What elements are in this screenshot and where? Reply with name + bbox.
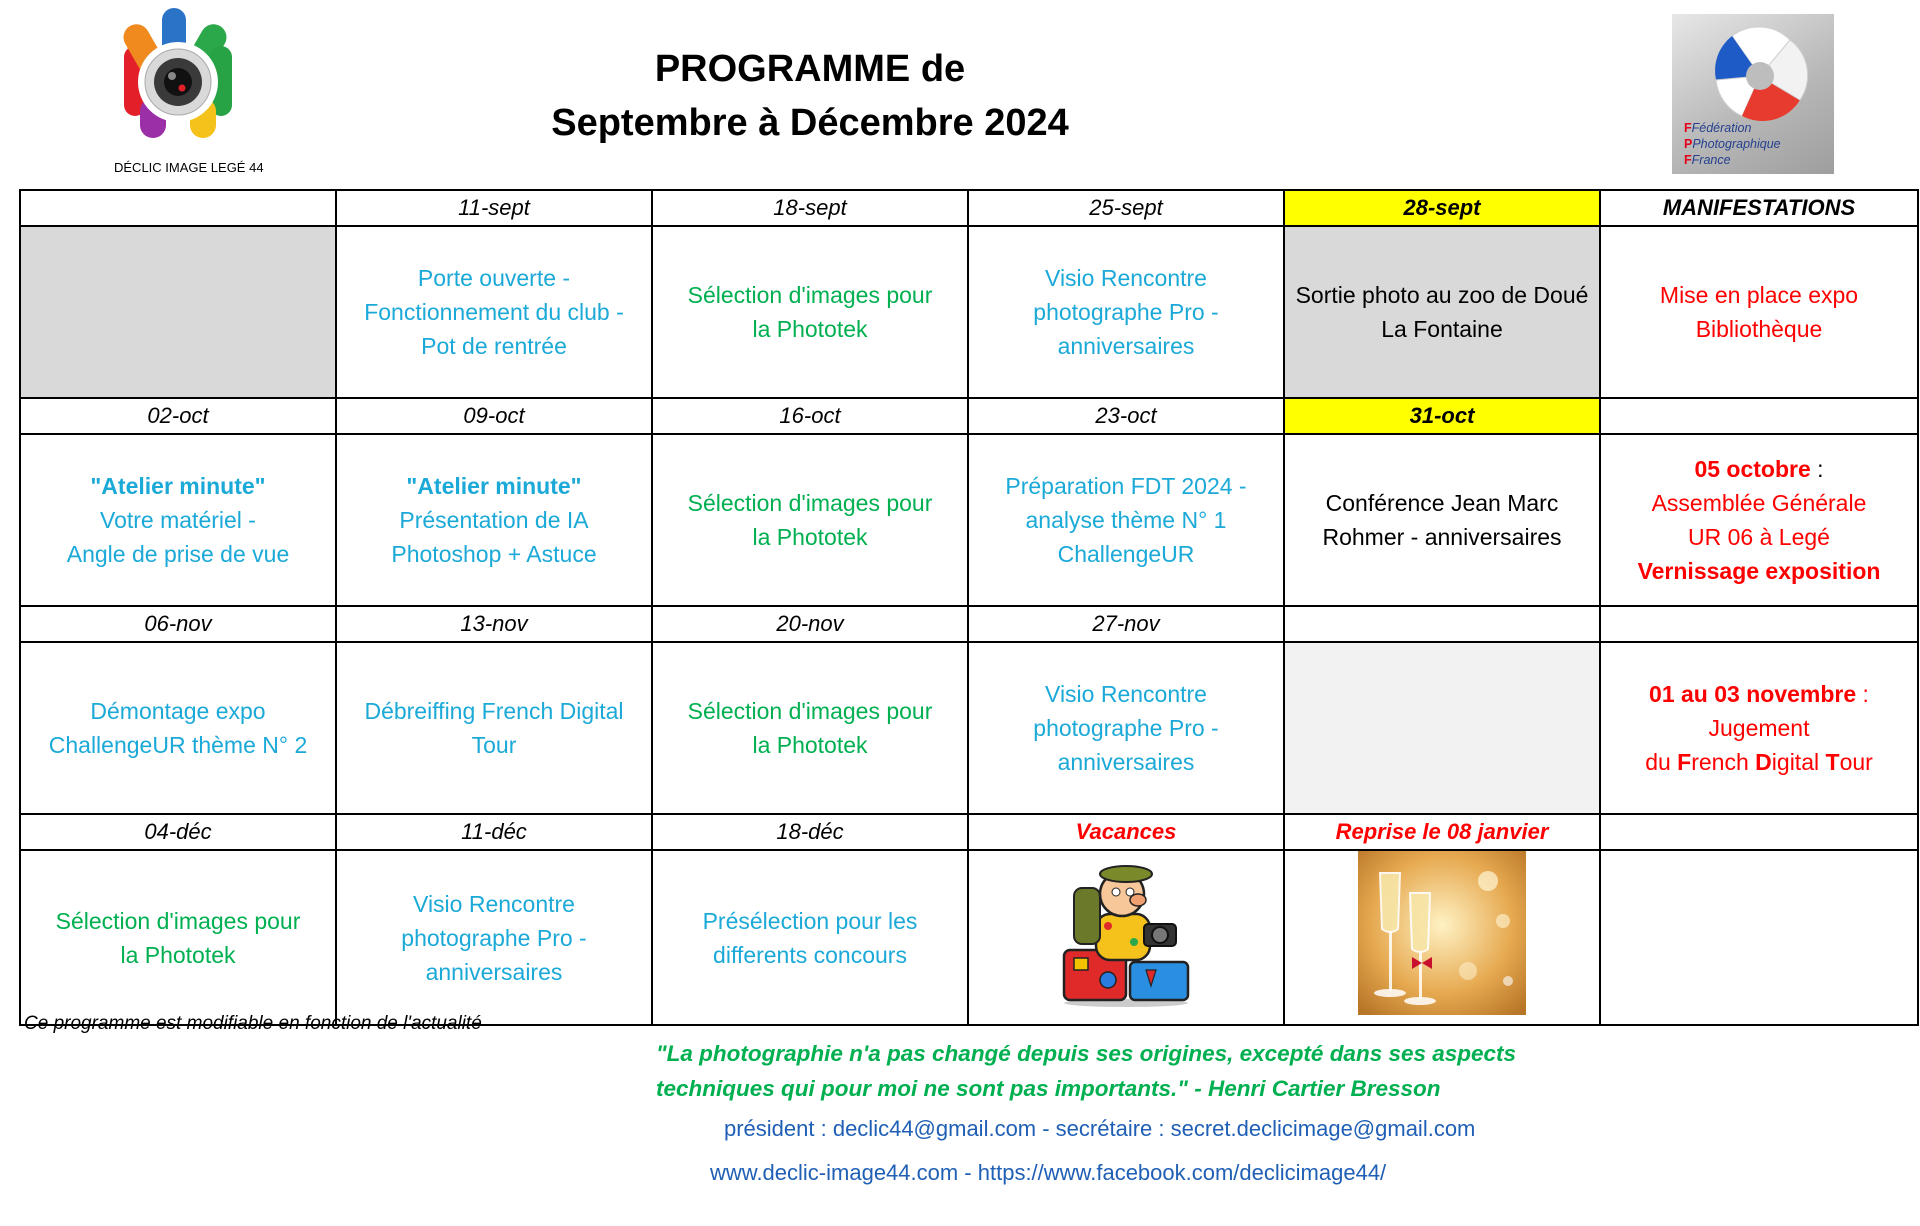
event-text: ChallengeUR thème N° 2	[48, 732, 308, 758]
manifestation-cell	[1600, 226, 1918, 398]
event-text: Tour	[471, 732, 517, 758]
date-cell: 16-oct	[652, 398, 968, 434]
date-cell: 18-déc	[652, 814, 968, 850]
event-text: Visio Rencontre	[1045, 265, 1207, 291]
date-cell	[1600, 606, 1918, 642]
event-text: la Phototek	[752, 524, 868, 550]
event-text: differents concours	[713, 941, 907, 968]
date-cell: 02-oct	[20, 398, 336, 434]
contact-links[interactable]: www.declic-image44.com - https://www.facebook.com/declicimage44/	[710, 1160, 1387, 1185]
contact-emails[interactable]: président : declic44@gmail.com - secrétaire : secret.declicimage@gmail.com	[724, 1116, 1476, 1141]
event-cell	[652, 226, 968, 398]
event-cell	[652, 434, 968, 606]
event-text: du	[1645, 749, 1678, 775]
event-text: Angle de prise de vue	[66, 541, 290, 567]
event-text: Votre matériel -	[100, 507, 256, 533]
program-note: Ce programme est modifiable en fonction de l'actualité	[24, 1013, 482, 1034]
event-text: Assemblée Générale	[1651, 490, 1867, 516]
event-text: anniversaires	[1057, 333, 1195, 359]
federation-logo	[1672, 14, 1834, 174]
date-cell: 13-nov	[336, 606, 652, 642]
event-text: Rohmer - anniversaires	[1322, 524, 1562, 550]
date-cell-highlight: 28-sept	[1284, 190, 1600, 226]
manifestation-cell	[1600, 642, 1918, 814]
event-text: Démontage expo	[90, 698, 266, 724]
event-title: "Atelier minute"	[406, 473, 582, 499]
empty-cell	[1600, 850, 1918, 1025]
quote	[656, 1036, 1516, 1106]
federation-line-1: Fédération	[1691, 121, 1752, 135]
quote-line-1: "La photographie n'a pas changé depuis ses origines, excepté dans ses aspects	[656, 1041, 1517, 1066]
date-row-november	[20, 606, 1918, 642]
event-row-october	[20, 434, 1918, 606]
date-cell	[1284, 606, 1600, 642]
date-cell: 20-nov	[652, 606, 968, 642]
event-text: Photoshop + Astuce	[391, 541, 597, 567]
event-text: Préparation FDT 2024 -	[1005, 473, 1247, 499]
event-text: Présentation de IA	[399, 507, 589, 533]
event-text: ChallengeUR	[1057, 541, 1195, 567]
event-text: Sortie photo au zoo de Doué	[1295, 282, 1589, 308]
date-cell: 25-sept	[968, 190, 1284, 226]
event-cell	[336, 434, 652, 606]
date-cell: 27-nov	[968, 606, 1284, 642]
tourist-photographer-icon	[1056, 858, 1196, 1008]
empty-cell	[20, 226, 336, 398]
event-text: photographe Pro -	[401, 924, 587, 951]
event-text: Débreiffing French Digital	[364, 698, 624, 724]
federation-name: FFédération PPhotographique FFrance	[1684, 121, 1781, 167]
event-text: Pot de rentrée	[421, 333, 567, 359]
federation-line-2: Photographique	[1692, 137, 1781, 151]
date-cell	[1600, 814, 1918, 850]
event-cell	[20, 642, 336, 814]
event-text: Conférence Jean Marc	[1325, 490, 1559, 516]
event-text: UR 06 à Legé	[1688, 524, 1830, 550]
event-cell	[336, 850, 652, 1025]
title-line-1: PROGRAMME de	[654, 48, 966, 90]
event-text: our	[1839, 749, 1873, 775]
title-line-2: Septembre à Décembre 2024	[551, 102, 1069, 144]
page-title	[500, 42, 1120, 150]
event-text: : Jugement	[1708, 681, 1869, 741]
club-logo	[114, 6, 264, 176]
event-letter: T	[1825, 749, 1840, 775]
date-cell: 06-nov	[20, 606, 336, 642]
event-text: Visio Rencontre	[1045, 681, 1207, 707]
event-text: la Phototek	[752, 732, 868, 758]
event-text: anniversaires	[425, 958, 563, 985]
event-date: 01 au 03 novembre	[1649, 681, 1857, 707]
date-cell: 18-sept	[652, 190, 968, 226]
event-text: Bibliothèque	[1695, 316, 1823, 342]
event-cell	[968, 434, 1284, 606]
event-text: rench	[1691, 749, 1756, 775]
event-cell	[336, 226, 652, 398]
date-cell: 11-sept	[336, 190, 652, 226]
event-text: Présélection pour les	[702, 907, 918, 934]
date-row-october	[20, 398, 1918, 434]
event-text: Sélection d'images pour	[687, 490, 933, 516]
event-text: analyse thème N° 1	[1025, 507, 1227, 533]
event-text: Porte ouverte -	[417, 265, 571, 291]
event-text: Fonctionnement du club -	[364, 299, 624, 325]
date-cell: 11-déc	[336, 814, 652, 850]
event-cell	[20, 434, 336, 606]
date-cell	[1600, 398, 1918, 434]
club-name: DÉCLIC IMAGE LEGÉ 44	[114, 160, 264, 175]
date-cell: 04-déc	[20, 814, 336, 850]
event-date: 05 octobre	[1694, 456, 1811, 482]
date-row-september	[20, 190, 1918, 226]
event-text: La Fontaine	[1381, 316, 1503, 342]
camera-logo-icon	[118, 6, 238, 156]
event-row-november	[20, 642, 1918, 814]
date-cell: 23-oct	[968, 398, 1284, 434]
champagne-icon	[1358, 851, 1526, 1015]
event-letter: D	[1755, 749, 1772, 775]
event-row-december	[20, 850, 1918, 1025]
event-cell	[968, 642, 1284, 814]
event-letter: F	[1677, 749, 1692, 775]
federation-line-3: France	[1691, 153, 1731, 167]
event-text: photographe Pro -	[1033, 299, 1219, 325]
event-text: Vernissage exposition	[1637, 558, 1881, 584]
vacation-image-cell	[968, 850, 1284, 1025]
event-text: Visio Rencontre	[413, 890, 575, 917]
event-text: la Phototek	[752, 316, 868, 342]
resume-label: Reprise le 08 janvier	[1284, 814, 1600, 850]
event-title: "Atelier minute"	[90, 473, 266, 499]
event-text: photographe Pro -	[1033, 715, 1219, 741]
manifestations-header: MANIFESTATIONS	[1600, 190, 1918, 226]
event-text: Sélection d'images pour	[687, 282, 933, 308]
date-cell	[20, 190, 336, 226]
event-text: igital	[1771, 749, 1826, 775]
event-cell	[1284, 226, 1600, 398]
event-text: :	[1810, 456, 1824, 482]
event-text: anniversaires	[1057, 749, 1195, 775]
event-text: la Phototek	[120, 941, 236, 968]
date-cell: 09-oct	[336, 398, 652, 434]
date-cell-highlight: 31-oct	[1284, 398, 1600, 434]
date-row-december	[20, 814, 1918, 850]
celebration-image-cell	[1284, 850, 1600, 1025]
event-cell	[336, 642, 652, 814]
event-cell	[1284, 434, 1600, 606]
fpf-logo-icon	[1672, 14, 1834, 124]
event-cell	[652, 850, 968, 1025]
manifestation-cell	[1600, 434, 1918, 606]
event-text: Sélection d'images pour	[55, 907, 301, 934]
quote-line-2: techniques qui pour moi ne sont pas importants." - Henri Cartier Bresson	[656, 1076, 1441, 1101]
event-text: Mise en place expo	[1659, 282, 1859, 308]
event-cell	[652, 642, 968, 814]
event-cell	[20, 850, 336, 1025]
event-cell	[968, 226, 1284, 398]
schedule-table	[19, 189, 1919, 1026]
event-row-september	[20, 226, 1918, 398]
vacation-label: Vacances	[968, 814, 1284, 850]
empty-cell	[1284, 642, 1600, 814]
event-text: Sélection d'images pour	[687, 698, 933, 724]
